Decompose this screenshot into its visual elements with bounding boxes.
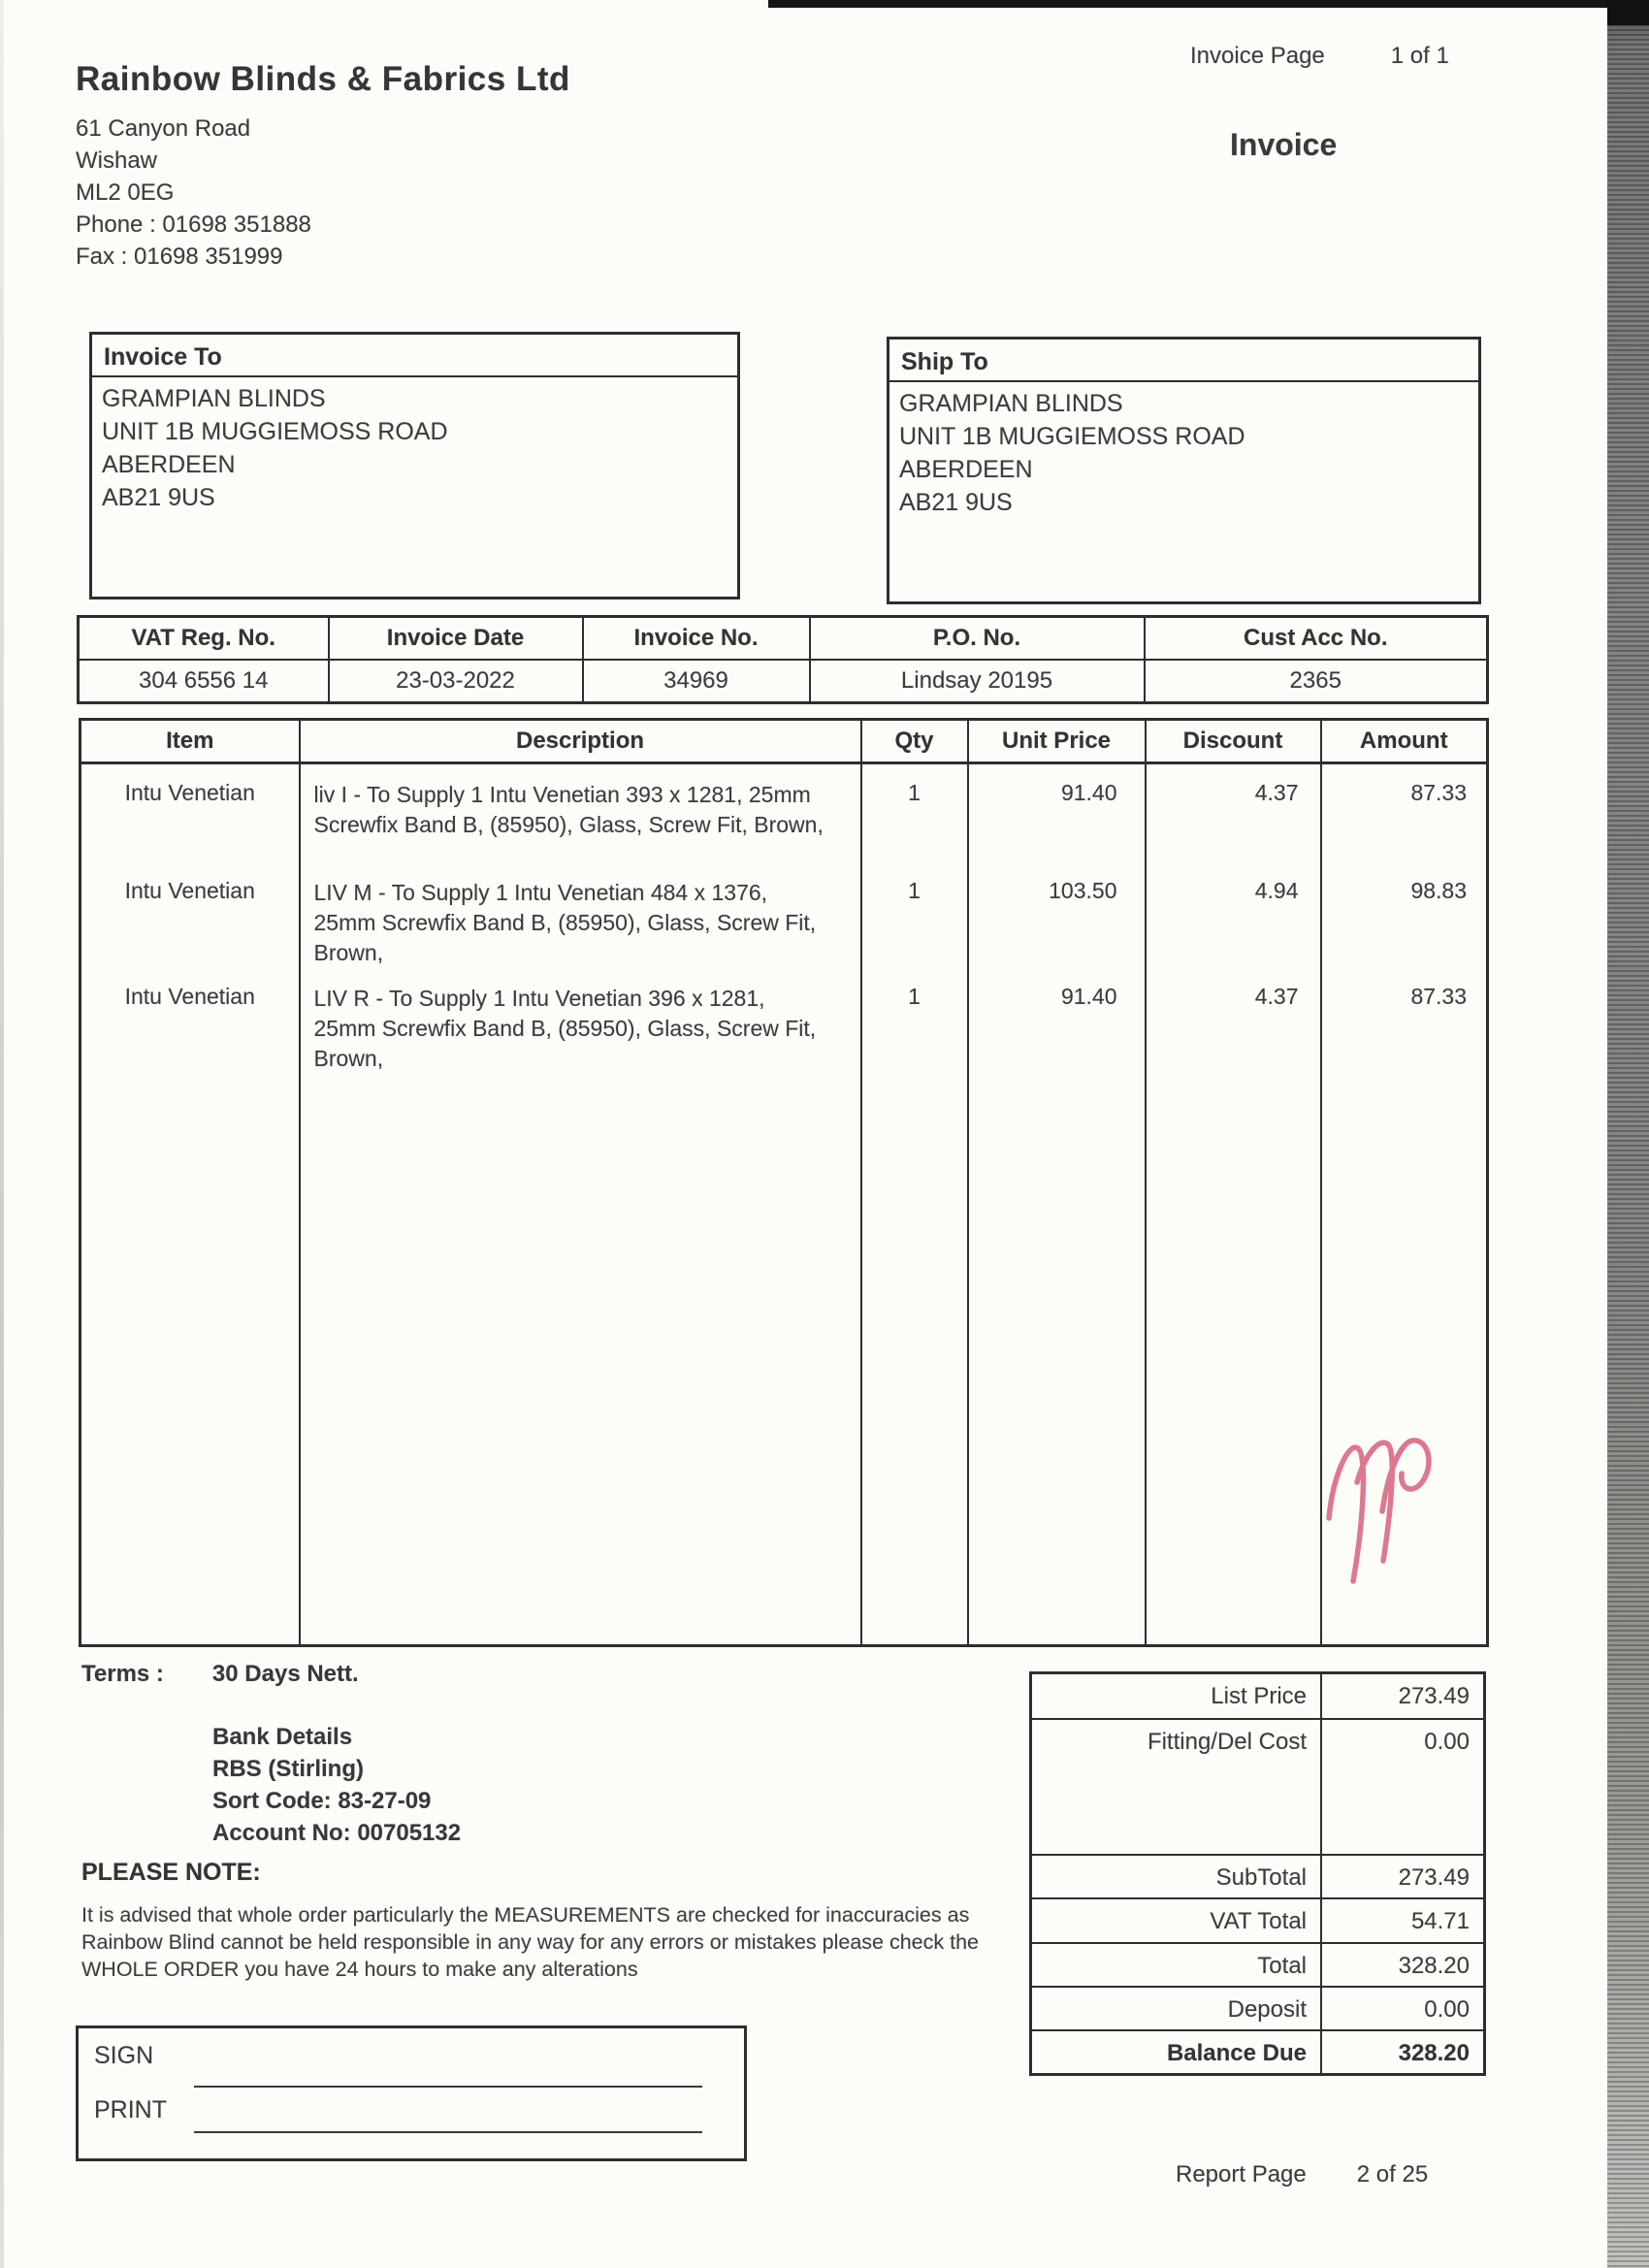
ship-to-line: GRAMPIAN BLINDS <box>899 390 1123 417</box>
item-name: Intu Venetian <box>81 968 300 1074</box>
ship-to-line: UNIT 1B MUGGIEMOSS ROAD <box>899 423 1245 450</box>
sign-line <box>194 2086 702 2088</box>
item-qty: 1 <box>861 763 968 862</box>
items-header-discount: Discount <box>1146 720 1321 763</box>
balance-due-value: 328.20 <box>1320 2031 1483 2073</box>
invoice-to-title: Invoice To <box>92 335 737 377</box>
company-header <box>76 60 570 273</box>
scan-artifact-left-edge <box>0 0 4 2268</box>
items-header-amount: Amount <box>1321 720 1488 763</box>
meta-header-row <box>79 617 1488 660</box>
subtotal-label: SubTotal <box>1215 1864 1307 1891</box>
list-price-label: List Price <box>1211 1683 1307 1709</box>
items-header-row <box>81 720 1488 763</box>
table-row <box>81 968 1488 1074</box>
sign-label: SIGN <box>94 2042 154 2069</box>
ship-to-line: AB21 9US <box>899 489 1013 516</box>
invoice-to-address <box>92 377 737 514</box>
total-row-list-price <box>1032 1674 1483 1718</box>
report-page-value: 2 of 25 <box>1356 2161 1429 2187</box>
company-address <box>76 113 570 273</box>
item-description: LIV M - To Supply 1 Intu Venetian 484 x 1376, 25mm Screwfix Band B, (85950), Glass, Screw Fit, Brown, <box>300 862 861 968</box>
total-row-fitting <box>1032 1718 1483 1854</box>
items-empty-filler-row <box>81 1074 1488 1646</box>
table-row <box>81 763 1488 862</box>
company-fax: Fax : 01698 351999 <box>76 243 283 270</box>
item-qty: 1 <box>861 862 968 968</box>
list-price-value: 273.49 <box>1320 1674 1483 1718</box>
total-row-total <box>1032 1942 1483 1986</box>
item-amount: 98.83 <box>1321 862 1488 968</box>
print-line <box>194 2131 702 2133</box>
subtotal-value: 273.49 <box>1320 1856 1483 1897</box>
fitting-del-cost-value: 0.00 <box>1320 1720 1483 1854</box>
total-row-deposit <box>1032 1986 1483 2029</box>
meta-header-invoice-date: Invoice Date <box>329 617 583 660</box>
invoice-no: 34969 <box>583 660 810 703</box>
table-row <box>81 862 1488 968</box>
company-address-line: Wishaw <box>76 147 158 174</box>
line-items-table <box>79 718 1489 1647</box>
bank-details <box>212 1721 461 1849</box>
meta-header-invoice-no: Invoice No. <box>583 617 810 660</box>
total-label: Total <box>1257 1953 1307 1979</box>
items-header-item: Item <box>81 720 300 763</box>
total-row-balance-due <box>1032 2029 1483 2073</box>
deposit-label: Deposit <box>1227 1996 1307 2023</box>
item-description: liv I - To Supply 1 Intu Venetian 393 x 1281, 25mm Screwfix Band B, (85950), Glass, Screw Fit, Brown, <box>300 763 861 862</box>
please-note-title: PLEASE NOTE: <box>81 1859 261 1886</box>
scan-artifact-right-strip <box>1607 0 1649 2268</box>
item-qty: 1 <box>861 968 968 1074</box>
totals-box <box>1029 1671 1486 2076</box>
balance-due-label: Balance Due <box>1166 2040 1307 2066</box>
item-unit-price: 91.40 <box>968 968 1146 1074</box>
scan-artifact-top-bar <box>768 0 1649 8</box>
item-discount: 4.37 <box>1146 968 1321 1074</box>
bank-sort-code: Sort Code: 83-27-09 <box>212 1788 432 1814</box>
invoice-date: 23-03-2022 <box>329 660 583 703</box>
invoice-to-line: UNIT 1B MUGGIEMOSS ROAD <box>102 418 448 445</box>
item-description: LIV R - To Supply 1 Intu Venetian 396 x 1281, 25mm Screwfix Band B, (85950), Glass, Screw Fit, Brown, <box>300 968 861 1074</box>
cust-acc-no: 2365 <box>1145 660 1488 703</box>
company-address-line: 61 Canyon Road <box>76 115 251 142</box>
terms-label: Terms : <box>81 1661 164 1687</box>
invoice-to-line: AB21 9US <box>102 484 215 511</box>
red-pen-scribble-path <box>1329 1441 1429 1581</box>
report-page-label: Report Page <box>1176 2161 1307 2187</box>
item-unit-price: 103.50 <box>968 862 1146 968</box>
company-name: Rainbow Blinds & Fabrics Ltd <box>76 60 570 98</box>
item-amount: 87.33 <box>1321 763 1488 862</box>
items-header-description: Description <box>300 720 861 763</box>
item-name: Intu Venetian <box>81 862 300 968</box>
items-header-unit-price: Unit Price <box>968 720 1146 763</box>
invoice-page-label: Invoice Page <box>1190 43 1325 69</box>
meta-value-row <box>79 660 1488 703</box>
bank-name: RBS (Stirling) <box>212 1756 364 1782</box>
ship-to-line: ABERDEEN <box>899 456 1033 483</box>
meta-header-po-no: P.O. No. <box>810 617 1145 660</box>
ship-to-title: Ship To <box>889 340 1478 382</box>
item-amount: 87.33 <box>1321 968 1488 1074</box>
terms-row <box>81 1661 359 1688</box>
print-label: PRINT <box>94 2096 167 2123</box>
fitting-del-cost-label: Fitting/Del Cost <box>1147 1729 1307 1755</box>
vat-total-value: 54.71 <box>1320 1899 1483 1942</box>
total-value: 328.20 <box>1320 1944 1483 1986</box>
item-discount: 4.37 <box>1146 763 1321 862</box>
items-header-qty: Qty <box>861 720 968 763</box>
ship-to-address <box>889 382 1478 519</box>
please-note-body: It is advised that whole order particularly the MEASUREMENTS are checked for inaccuracies as Rainbow Blind cannot be held responsible in any way for any errors or mistakes please check the WHOLE ORDER you have 24 hours to make any alterations <box>81 1903 979 1981</box>
ship-to-box <box>887 337 1481 604</box>
bank-details-title: Bank Details <box>212 1724 353 1750</box>
vat-total-label: VAT Total <box>1210 1908 1307 1934</box>
company-phone: Phone : 01698 351888 <box>76 211 311 238</box>
po-no: Lindsay 20195 <box>810 660 1145 703</box>
item-discount: 4.94 <box>1146 862 1321 968</box>
deposit-value: 0.00 <box>1320 1988 1483 2029</box>
red-pen-scribble <box>1311 1418 1457 1603</box>
document-title: Invoice <box>1230 127 1338 162</box>
item-name: Intu Venetian <box>81 763 300 862</box>
invoice-page-indicator <box>1190 43 1449 70</box>
invoice-to-line: ABERDEEN <box>102 451 236 478</box>
invoice-meta-table <box>77 615 1489 704</box>
terms-value: 30 Days Nett. <box>211 1661 359 1687</box>
signature-box <box>76 2025 747 2161</box>
total-row-subtotal <box>1032 1854 1483 1897</box>
invoice-page-value: 1 of 1 <box>1390 43 1449 69</box>
vat-reg-no: 304 6556 14 <box>79 660 329 703</box>
invoice-to-box <box>89 332 740 599</box>
report-page-indicator <box>1176 2161 1428 2188</box>
scan-artifact-corner <box>1607 0 1649 25</box>
company-address-line: ML2 0EG <box>76 179 175 206</box>
meta-header-vat: VAT Reg. No. <box>79 617 329 660</box>
meta-header-cust-acc: Cust Acc No. <box>1145 617 1488 660</box>
bank-account-no: Account No: 00705132 <box>212 1820 462 1846</box>
item-unit-price: 91.40 <box>968 763 1146 862</box>
total-row-vat <box>1032 1897 1483 1942</box>
invoice-to-line: GRAMPIAN BLINDS <box>102 385 326 412</box>
